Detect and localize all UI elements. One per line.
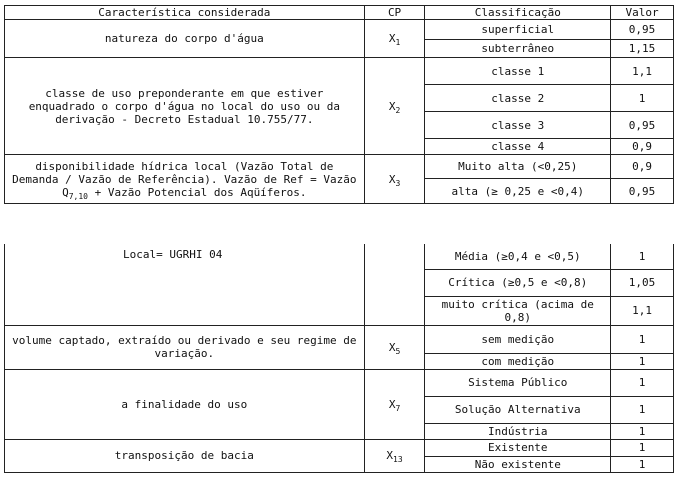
table-row <box>5 369 674 396</box>
value-cell: 1,1 <box>611 58 674 85</box>
classification-cell: classe 3 <box>425 112 611 139</box>
header-row <box>5 6 674 20</box>
header-characteristic: Característica considerada <box>5 6 365 20</box>
classification-cell: Média (≥0,4 e <0,5) <box>425 244 611 269</box>
coefficient-table-part2 <box>4 244 674 473</box>
value-cell: 1 <box>611 456 674 472</box>
classification-cell: Crítica (≥0,5 e <0,8) <box>425 269 611 296</box>
value-cell: 0,9 <box>611 155 674 179</box>
header-classification: Classificação <box>425 6 611 20</box>
coefficient-table-part1 <box>4 5 674 204</box>
classification-cell: sem medição <box>425 325 611 353</box>
classification-cell: Indústria <box>425 423 611 439</box>
characteristic-cell: classe de uso preponderante em que estiver enquadrado o corpo d'água no local do uso ou da derivação - Decreto Estadual 10.755/77. <box>5 58 365 155</box>
value-cell: 1 <box>611 396 674 423</box>
cp-cell-empty <box>364 244 425 325</box>
table-row <box>5 439 674 456</box>
cp-cell: $X_5$ <box>364 325 425 369</box>
classification-cell: Solução Alternativa <box>425 396 611 423</box>
value-cell: 1 <box>611 353 674 369</box>
characteristic-cell: a finalidade do uso <box>5 369 365 439</box>
value-cell: 1 <box>611 244 674 269</box>
value-cell: 0,95 <box>611 20 674 40</box>
value-cell: 1 <box>611 369 674 396</box>
cp-cell: $X_{13}$ <box>364 439 425 472</box>
classification-cell: Sistema Público <box>425 369 611 396</box>
cp-cell: $X_2$ <box>364 58 425 155</box>
classification-cell: Existente <box>425 439 611 456</box>
characteristic-cell: volume captado, extraído ou derivado e seu regime de variação. <box>5 325 365 369</box>
header-cp: CP <box>364 6 425 20</box>
value-cell: 0,95 <box>611 112 674 139</box>
classification-cell: classe 4 <box>425 139 611 155</box>
classification-cell: com medição <box>425 353 611 369</box>
classification-cell: alta (≥ 0,25 e <0,4) <box>425 179 611 204</box>
local-label: Local= UGRHI 04 <box>5 244 365 325</box>
value-cell: 0,9 <box>611 139 674 155</box>
classification-cell: classe 1 <box>425 58 611 85</box>
classification-cell: subterrâneo <box>425 40 611 58</box>
classification-cell: superficial <box>425 20 611 40</box>
classification-cell: Não existente <box>425 456 611 472</box>
table-row <box>5 58 674 85</box>
characteristic-cell: natureza do corpo d'água <box>5 20 365 58</box>
value-cell: 0,95 <box>611 179 674 204</box>
value-cell: 1,05 <box>611 269 674 296</box>
cp-cell: $X_3$ <box>364 155 425 204</box>
cp-cell: $X_7$ <box>364 369 425 439</box>
table-row <box>5 20 674 40</box>
table-row <box>5 325 674 353</box>
table-row <box>5 244 674 269</box>
value-cell: 1 <box>611 325 674 353</box>
classification-cell: muito crítica (acima de 0,8) <box>425 296 611 325</box>
characteristic-cell: disponibilidade hídrica local (Vazão Total de Demanda / Vazão de Referência). Vazão de Ref = Vazão $Q_{7,10}$ + Vazão Potencial dos Aqüíferos. <box>5 155 365 204</box>
classification-cell: Muito alta (<0,25) <box>425 155 611 179</box>
classification-cell: classe 2 <box>425 85 611 112</box>
header-value: Valor <box>611 6 674 20</box>
value-cell: 1,1 <box>611 296 674 325</box>
value-cell: 1 <box>611 85 674 112</box>
characteristic-cell: transposição de bacia <box>5 439 365 472</box>
value-cell: 1 <box>611 439 674 456</box>
value-cell: 1,15 <box>611 40 674 58</box>
value-cell: 1 <box>611 423 674 439</box>
cp-cell: $X_1$ <box>364 20 425 58</box>
table-row <box>5 155 674 179</box>
